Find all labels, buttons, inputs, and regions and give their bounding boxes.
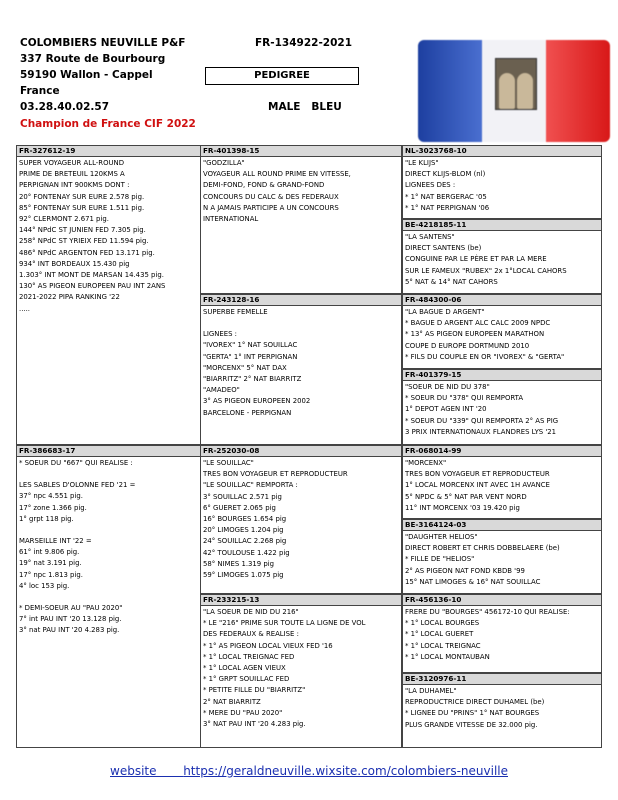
champion-title: Champion de France CIF 2022 — [20, 118, 196, 130]
pedigree-cell-c4 — [402, 219, 602, 294]
cell-line — [19, 592, 198, 603]
cell-body — [201, 606, 401, 731]
cell-line: 144° NPdC ST JUNIEN FED 7.305 pig. — [19, 226, 146, 235]
cell-line: "AMADEO" — [203, 386, 240, 395]
ring-id: FR-243128-16 — [201, 295, 401, 306]
cell-line: LIGNEES DES : — [405, 181, 456, 190]
cell-line: * 1° LOCAL TREIGNAC FED — [203, 652, 295, 661]
cell-body — [201, 306, 401, 420]
country: France — [20, 85, 60, 97]
cell-body — [403, 531, 601, 589]
cell-line: 20° FONTENAY SUR EURE 2.578 pig. — [19, 192, 145, 201]
pedigree-cell-c1 — [16, 145, 201, 445]
cell-line: "LE SOUILLAC" — [203, 459, 254, 467]
pedigree-cell-c13 — [402, 594, 602, 673]
ring-id: FR-484300-06 — [403, 295, 601, 306]
pedigree-cell-c10 — [402, 445, 602, 519]
cell-line: 2021-2022 PIPA RANKING '22 — [19, 293, 120, 302]
cell-line: SUR LE FAMEUX "RUBEX" 2x 1°LOCAL CAHORS — [405, 266, 567, 275]
cell-body — [403, 685, 601, 732]
sex-color: MALE BLEU — [268, 101, 342, 113]
cell-line: 1° DEPOT AGEN INT '20 — [405, 405, 487, 414]
pedigree-grid — [16, 145, 603, 749]
address-line-1: 337 Route de Bourbourg — [20, 53, 166, 65]
flag-red-band — [546, 40, 610, 142]
person-figure — [499, 73, 515, 109]
pedigree-cell-c11 — [402, 519, 602, 594]
loft-name: COLOMBIERS NEUVILLE P&F — [20, 37, 186, 49]
cell-line — [19, 469, 198, 480]
cell-line: TRES BON VOYAGEUR ET REPRODUCTEUR — [405, 470, 550, 479]
cell-line: 2° AS PIGEON NAT FOND KBDB '99 — [405, 566, 525, 575]
cell-line: ..... — [19, 304, 30, 313]
cell-body — [403, 381, 601, 439]
cell-line: 130° AS PIGEON EUROPEEN PAU INT 2ANS — [19, 282, 166, 291]
cell-line: "SOEUR DE NID DU 378" — [405, 383, 490, 391]
cell-line: "DAUGHTER HELIOS" — [405, 533, 478, 541]
cell-line: 4° loc 153 pig. — [19, 581, 70, 590]
pedigree-cell-c8 — [16, 445, 201, 748]
cell-body — [17, 457, 200, 638]
cell-line: 85° FONTENAY SUR EURE 1.511 pig. — [19, 203, 145, 212]
cell-line: * 1° LOCAL BOURGES — [405, 619, 480, 628]
cell-line: * SOEUR DU "339" QUI REMPORTA 2° AS PIG — [405, 416, 559, 425]
pedigree-cell-c9 — [200, 445, 402, 594]
pedigree-cell-c6 — [402, 294, 602, 369]
cell-line — [203, 318, 399, 329]
cell-line: "IVOREX" 1° NAT SOUILLAC — [203, 341, 298, 350]
cell-line: N A JAMAIS PARTICIPE A UN CONCOURS — [203, 203, 339, 212]
cell-line: PERPIGNAN INT 900KMS DONT : — [19, 181, 130, 190]
pedigree-cell-c5 — [200, 294, 402, 445]
cell-line: 3 PRIX INTERNATIONAUX FLANDRES LYS '21 — [405, 427, 557, 436]
cell-line: "LA SOEUR DE NID DU 216" — [203, 608, 299, 616]
cell-line: DES FEDERAUX & REALISE : — [203, 630, 299, 639]
cell-line: * 1° LOCAL GUERET — [405, 630, 474, 639]
cell-line: * 1° NAT BERGERAC '05 — [405, 192, 487, 201]
cell-line: 3° AS PIGEON EUROPEEN 2002 — [203, 397, 311, 406]
french-flag-photo — [418, 40, 610, 142]
cell-line: * MERE DU "PAU 2020" — [203, 708, 283, 717]
cell-line: * FILS DU COUPLE EN OR "IVOREX" & "GERTA" — [405, 352, 565, 361]
cell-line: SUPER VOYAGEUR ALL-ROUND — [19, 159, 124, 167]
cell-line: * LIGNEE DU "PRINS" 1° NAT BOURGES — [405, 709, 540, 718]
cell-line: "LA BAGUE D ARGENT" — [405, 308, 485, 316]
cell-line: MARSEILLE INT '22 = — [19, 537, 92, 546]
cell-line: "LA DUHAMEL" — [405, 687, 457, 695]
person-figure — [517, 73, 533, 109]
cell-line: CONGUINE PAR LE PÈRE ET PAR LA MERE — [405, 255, 547, 264]
ring-id: FR-233215-13 — [201, 595, 401, 606]
cell-line: 486° NPdC ARGENTON FED 13.171 pig. — [19, 248, 155, 257]
cell-line: 5° NPDC & 5° NAT PAR VENT NORD — [405, 492, 527, 501]
cell-body — [17, 157, 200, 316]
cell-line: * 1° GRPT SOUILLAC FED — [203, 675, 290, 684]
cell-line: * SOEUR DU "378" QUI REMPORTA — [405, 394, 524, 403]
cell-line: "LE SOUILLAC" REMPORTA : — [203, 481, 298, 490]
cell-line: LES SABLES D'OLONNE FED '21 = — [19, 481, 136, 490]
cell-line: * 1° NAT PERPIGNAN '06 — [405, 203, 490, 212]
cell-line: TRES BON VOYAGEUR ET REPRODUCTEUR — [203, 470, 348, 479]
ring-id: FR-327612-19 — [17, 146, 200, 157]
cell-line: REPRODUCTRICE DIRECT DUHAMEL (be) — [405, 698, 545, 707]
pedigree-cell-c12 — [200, 594, 402, 748]
cell-line: * SOEUR DU "667" QUI REALISE : — [19, 459, 133, 467]
ring-id: NL-3023768-10 — [403, 146, 601, 157]
cell-line: 19° nat 3.191 pig. — [19, 559, 82, 568]
cell-line: * LE "216" PRIME SUR TOUTE LA LIGNE DE VOL — [203, 619, 366, 628]
cell-line: DEMI-FOND, FOND & GRAND-FOND — [203, 181, 325, 190]
footer-link[interactable] — [0, 764, 618, 778]
cell-line: "LA SANTENS" — [405, 233, 455, 241]
ring-id: FR-401379-15 — [403, 370, 601, 381]
cell-line: 1° LOCAL MORCENX INT AVEC 1H AVANCE — [405, 481, 550, 490]
cell-line: CONCOURS DU CALC & DES FEDERAUX — [203, 192, 339, 201]
cell-line: * FILLE DE "HELIOS" — [405, 555, 475, 564]
cell-line: COUPE D EUROPE DORTMUND 2010 — [405, 341, 530, 350]
phone: 03.28.40.02.57 — [20, 101, 110, 113]
cell-line — [19, 525, 198, 536]
pedigree-cell-c7 — [402, 369, 602, 445]
cell-line: 1° grpt 118 pig. — [19, 514, 74, 523]
cell-line: 15° NAT LIMOGES & 16° NAT SOUILLAC — [405, 577, 541, 586]
cell-line: 1.303° INT MONT DE MARSAN 14.435 pig. — [19, 271, 164, 280]
cell-line: * 1° LOCAL TREIGNAC — [405, 641, 481, 650]
cell-line: DIRECT KLIJS-BLOM (nl) — [405, 170, 486, 179]
cell-line: 3° SOUILLAC 2.571 pig — [203, 492, 282, 501]
cell-line: * BAGUE D ARGENT ALC CALC 2009 NPDC — [405, 319, 551, 328]
cell-line: 258° NPdC ST YRIEIX FED 11.594 pig. — [19, 237, 149, 246]
cell-line: 20° LIMOGES 1.204 pig — [203, 526, 284, 535]
cell-line: 7° int PAU INT '20 13.128 pig. — [19, 615, 122, 624]
cell-line: 59° LIMOGES 1.075 pig — [203, 571, 284, 580]
owners-photo — [495, 58, 537, 110]
cell-line: "BIARRITZ" 2° NAT BIARRITZ — [203, 375, 302, 384]
cell-line: 61° int 9.806 pig. — [19, 548, 80, 557]
website-label[interactable]: website — [110, 764, 157, 778]
cell-line: "LE KLIJS" — [405, 159, 439, 167]
ring-id: BE-3120976-11 — [403, 674, 601, 685]
ring-number: FR-134922-2021 — [255, 37, 353, 49]
cell-line: 92° CLERMONT 2.671 pig. — [19, 215, 109, 224]
cell-line: * 13° AS PIGEON EUROPEEN MARATHON — [405, 330, 545, 339]
cell-line: 58° NIMES 1.319 pig — [203, 559, 275, 568]
ring-id: FR-456136-10 — [403, 595, 601, 606]
cell-line: 16° BOURGES 1.654 pig — [203, 515, 287, 524]
cell-line: 934° INT BORDEAUX 15.430 pig — [19, 259, 130, 268]
cell-line: FRERE DU "BOURGES" 456172-10 QUI REALISE: — [405, 608, 570, 616]
cell-line: "GODZILLA" — [203, 159, 245, 167]
pedigree-cell-c14 — [402, 673, 602, 748]
cell-line: "MORCENX" 5° NAT DAX — [203, 363, 287, 372]
cell-line: DIRECT ROBERT ET CHRIS DOBBELAERE (be) — [405, 544, 560, 553]
cell-body — [403, 306, 601, 364]
ring-id: FR-386683-17 — [17, 446, 200, 457]
flag-blue-band — [418, 40, 482, 142]
cell-body — [403, 606, 601, 664]
cell-body — [201, 457, 401, 582]
cell-line: 2° NAT BIARRITZ — [203, 697, 261, 706]
cell-body — [403, 157, 601, 215]
cell-line: 11° INT MORCENX '03 19.420 pig — [405, 503, 520, 512]
cell-body — [201, 157, 401, 226]
website-url[interactable]: https://geraldneuville.wixsite.com/colombiers-neuville — [183, 764, 508, 778]
ring-id: FR-401398-15 — [201, 146, 401, 157]
cell-line: * 1° LOCAL MONTAUBAN — [405, 652, 490, 661]
cell-line: "GERTA" 1° INT PERPIGNAN — [203, 352, 298, 361]
cell-line: 37° npc 4.551 pig. — [19, 492, 83, 501]
cell-line: BARCELONE - PERPIGNAN — [203, 408, 292, 417]
ring-id: FR-252030-08 — [201, 446, 401, 457]
cell-line: SUPERBE FEMELLE — [203, 308, 268, 316]
address-line-2: 59190 Wallon - Cappel — [20, 69, 153, 81]
ring-id: FR-068014-99 — [403, 446, 601, 457]
pedigree-cell-c2 — [200, 145, 402, 294]
cell-line: PRIME DE BRETEUIL 120KMS A — [19, 170, 125, 179]
cell-line: 17° zone 1.366 pig. — [19, 503, 87, 512]
cell-line: * DEMI-SOEUR AU "PAU 2020" — [19, 604, 123, 613]
cell-body — [403, 231, 601, 289]
cell-body — [403, 457, 601, 515]
cell-line: VOYAGEUR ALL ROUND PRIME EN VITESSE, — [203, 170, 351, 179]
cell-line: 3° nat PAU INT '20 4.283 pig. — [19, 626, 120, 635]
cell-line: * PETITE FILLE DU "BIARRITZ" — [203, 686, 306, 695]
document-title: PEDIGREE — [205, 67, 359, 85]
cell-line: 42° TOULOUSE 1.422 pig — [203, 548, 290, 557]
cell-line: * 1° LOCAL AGEN VIEUX — [203, 664, 286, 673]
cell-line: * 1° AS PIGEON LOCAL VIEUX FED '16 — [203, 641, 333, 650]
cell-line: "MORCENX" — [405, 459, 447, 467]
pedigree-cell-c3 — [402, 145, 602, 219]
cell-line: LIGNEES : — [203, 330, 237, 339]
ring-id: BE-3164124-03 — [403, 520, 601, 531]
cell-line: INTERNATIONAL — [203, 215, 259, 224]
cell-line: 3° NAT PAU INT '20 4.283 pig. — [203, 720, 306, 729]
cell-line: 24° SOUILLAC 2.268 pig — [203, 537, 287, 546]
ring-id: BE-4218185-11 — [403, 220, 601, 231]
cell-line: 5° NAT & 14° NAT CAHORS — [405, 277, 498, 286]
cell-line: PLUS GRANDE VITESSE DE 32.000 pig. — [405, 720, 538, 729]
cell-line: DIRECT SANTENS (be) — [405, 244, 482, 253]
cell-line: 6° GUERET 2.065 pig — [203, 503, 276, 512]
cell-line: 17° npc 1.813 pig. — [19, 570, 83, 579]
